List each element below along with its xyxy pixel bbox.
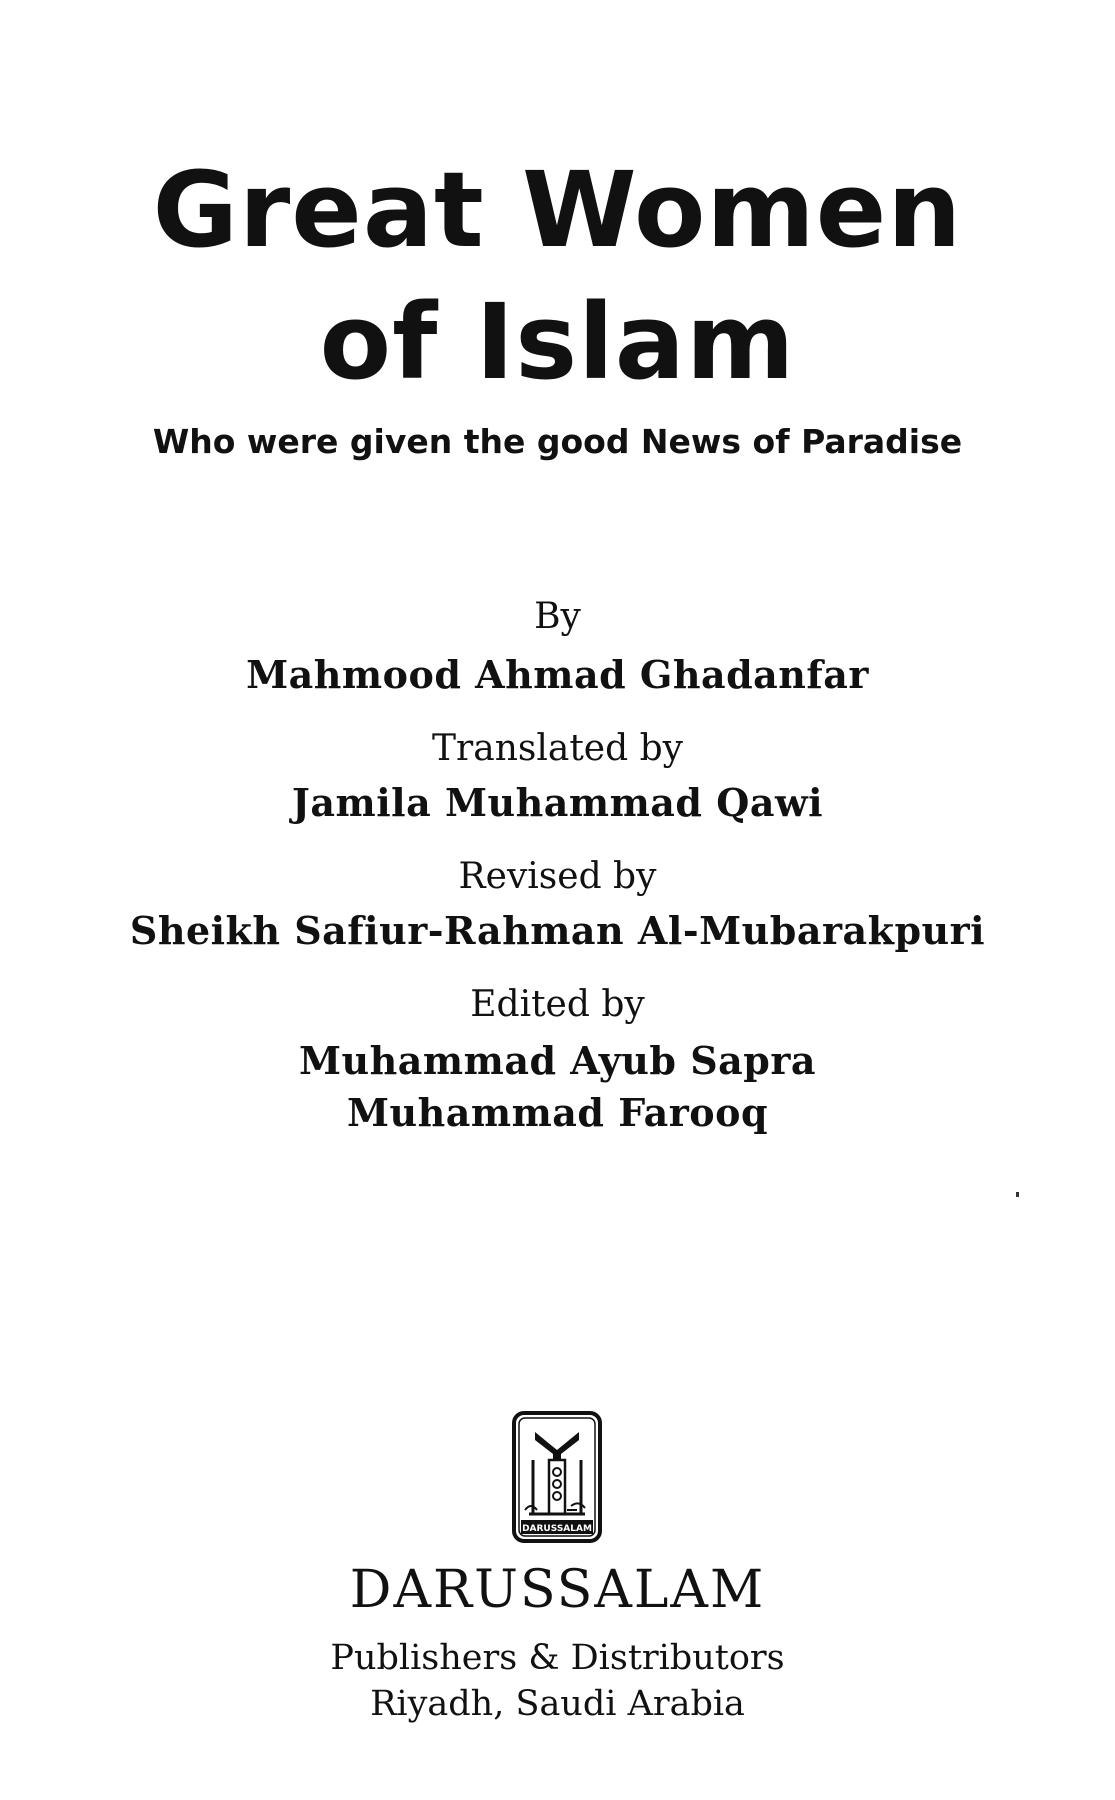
translator-name: Jamila Muhammad Qawi [291, 780, 824, 825]
translated-by-label: Translated by [432, 728, 683, 769]
editor-name-1: Muhammad Ayub Sapra [298, 1038, 816, 1083]
book-title-line-1: Great Women [152, 149, 963, 271]
publisher-tagline: Publishers & Distributors [330, 1638, 785, 1678]
revised-by-label: Revised by [458, 856, 657, 897]
logo-caption: DARUSSALAM [522, 1524, 592, 1534]
book-subtitle: Who were given the good News of Paradise [152, 422, 963, 461]
author-name: Mahmood Ahmad Ghadanfar [246, 652, 869, 697]
publisher-location: Riyadh, Saudi Arabia [370, 1684, 745, 1724]
print-speck [1016, 1192, 1019, 1197]
reviser-name: Sheikh Safiur-Rahman Al-Mubarakpuri [129, 908, 986, 953]
by-label: By [534, 596, 581, 637]
darussalam-logo [511, 1410, 603, 1544]
editor-name-2: Muhammad Farooq [346, 1090, 769, 1135]
edited-by-label: Edited by [470, 984, 645, 1025]
darussalam-logo-icon [511, 1410, 603, 1544]
book-title-line-2: of Islam [319, 281, 796, 403]
publisher-name: DARUSSALAM [349, 1560, 766, 1620]
